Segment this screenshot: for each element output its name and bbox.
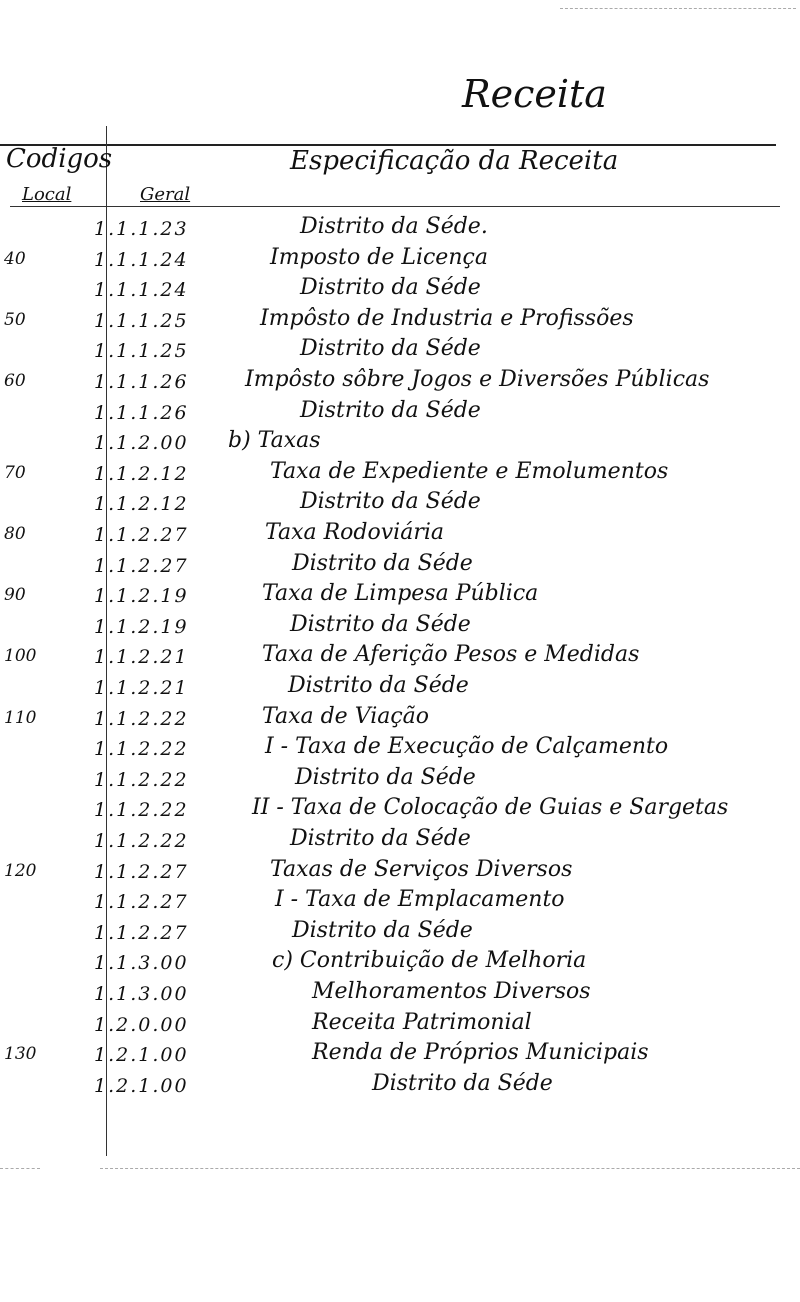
especificacao: Distrito da Séde	[290, 826, 471, 851]
header-local: Local	[22, 184, 72, 205]
codigo-geral: 1.1.2.27	[94, 860, 189, 883]
codigo-geral: 1.2.1.00	[94, 1044, 189, 1067]
ledger-row	[0, 857, 800, 887]
ledger-row	[0, 887, 800, 917]
especificacao: Distrito da Séde	[288, 673, 469, 698]
codigo-geral: 1.1.2.21	[94, 677, 189, 699]
codigo-geral: 1.2.1.00	[94, 1074, 189, 1097]
especificacao: Distrito da Séde	[300, 397, 481, 423]
especificacao: Taxa Rodoviária	[265, 520, 444, 545]
codigo-geral: 1.1.1.24	[94, 248, 189, 271]
ledger-row	[0, 918, 800, 948]
especificacao: Distrito da Séde	[372, 1070, 553, 1096]
codigo-local: 80	[4, 524, 26, 544]
ledger-row	[0, 1040, 800, 1070]
especificacao: I - Taxa de Emplacamento	[275, 887, 565, 913]
codigo-geral: 1.1.2.19	[94, 585, 189, 608]
header-geral: Geral	[140, 184, 191, 205]
ledger-row	[0, 734, 800, 764]
codigo-geral: 1.1.2.27	[94, 554, 189, 577]
codigo-geral: 1.1.1.26	[94, 371, 189, 393]
ledger-row	[0, 1010, 800, 1040]
especificacao: Distrito da Séde.	[300, 214, 488, 239]
ledger-row	[0, 398, 800, 428]
especificacao: Melhoramentos Diversos	[312, 979, 591, 1004]
codigo-geral: 1.1.2.00	[94, 432, 189, 455]
ledger-row	[0, 336, 800, 366]
codigo-geral: 1.1.2.22	[94, 768, 189, 791]
bottom-dash-left	[0, 1168, 40, 1169]
codigo-local: 120	[4, 860, 37, 881]
especificacao: c) Contribuição de Melhoria	[272, 948, 587, 974]
codigo-geral: 1.1.2.19	[94, 615, 189, 638]
ledger-row	[0, 367, 800, 397]
codigo-local: 60	[4, 371, 26, 391]
especificacao: Distrito da Séde	[292, 917, 473, 943]
header-rule	[10, 206, 780, 207]
ledger-row	[0, 245, 800, 275]
especificacao: Taxa de Aferição Pesos e Medidas	[262, 642, 640, 668]
especificacao: Distrito da Séde	[290, 611, 471, 637]
header-codigos: Codigos	[6, 144, 113, 174]
codigo-geral: 1.2.0.00	[94, 1013, 189, 1036]
codigo-geral: 1.1.2.27	[94, 921, 189, 944]
ledger-row	[0, 214, 800, 244]
codigo-geral: 1.1.3.00	[94, 952, 189, 975]
especificacao: Receita Patrimonial	[312, 1009, 532, 1035]
codigo-geral: 1.1.1.24	[94, 279, 189, 302]
codigo-geral: 1.1.1.25	[94, 309, 189, 332]
bottom-dash-right	[100, 1168, 800, 1169]
codigo-geral: 1.1.2.27	[94, 891, 189, 914]
codigo-local: 90	[4, 585, 26, 606]
codigo-local: 40	[4, 248, 26, 269]
ledger-row	[0, 612, 800, 642]
ledger-row	[0, 979, 800, 1009]
ledger-row	[0, 948, 800, 978]
ledger-row	[0, 520, 800, 550]
codigo-local: 110	[4, 707, 37, 728]
ledger-row	[0, 428, 800, 458]
ledger-row	[0, 826, 800, 856]
especificacao: Imposto de Licença	[270, 244, 488, 270]
codigo-geral: 1.1.2.22	[94, 707, 189, 730]
ledger-row	[0, 275, 800, 305]
especificacao: II - Taxa de Colocação de Guias e Sargetas	[252, 795, 729, 821]
codigo-geral: 1.1.1.23	[94, 218, 189, 240]
ledger-row	[0, 551, 800, 581]
codigo-geral: 1.1.1.25	[94, 340, 189, 363]
ledger-row	[0, 1071, 800, 1101]
especificacao: Distrito da Séde	[292, 550, 473, 576]
codigo-local: 70	[4, 462, 26, 483]
especificacao: Taxa de Expediente e Emolumentos	[270, 458, 669, 484]
codigo-local: 100	[4, 646, 37, 667]
ledger-row	[0, 459, 800, 489]
ledger-row	[0, 306, 800, 336]
page-title: Receita	[462, 72, 607, 116]
codigo-geral: 1.1.1.26	[94, 401, 189, 424]
codigo-geral: 1.1.2.27	[94, 524, 189, 546]
especificacao: b) Taxas	[228, 428, 321, 454]
especificacao: Impôsto de Industria e Profissões	[260, 305, 634, 331]
especificacao: Renda de Próprios Municipais	[312, 1040, 649, 1066]
codigo-geral: 1.1.2.22	[94, 799, 189, 822]
codigo-geral: 1.1.2.12	[94, 493, 189, 516]
codigo-geral: 1.1.3.00	[94, 983, 189, 1005]
especificacao: Impôsto sôbre Jogos e Diversões Públicas	[245, 367, 710, 392]
codigo-geral: 1.1.2.21	[94, 646, 189, 669]
ledger-row	[0, 765, 800, 795]
margin-dash	[560, 8, 796, 9]
especificacao: I - Taxa de Execução de Calçamento	[265, 734, 669, 760]
especificacao: Distrito da Séde	[300, 336, 481, 362]
especificacao: Distrito da Séde	[300, 275, 481, 301]
ledger-row	[0, 795, 800, 825]
header-especificacao: Especificação da Receita	[290, 146, 619, 176]
ledger-row	[0, 581, 800, 611]
especificacao: Distrito da Séde	[295, 764, 476, 790]
especificacao: Taxa de Limpesa Pública	[262, 581, 539, 607]
especificacao: Distrito da Séde	[300, 489, 481, 515]
codigo-geral: 1.1.2.22	[94, 830, 189, 852]
especificacao: Taxas de Serviços Diversos	[270, 856, 573, 882]
codigo-geral: 1.1.2.22	[94, 738, 189, 761]
especificacao: Taxa de Viação	[262, 703, 430, 729]
codigo-local: 50	[4, 309, 26, 330]
ledger-row	[0, 673, 800, 703]
codigo-local: 130	[4, 1044, 37, 1065]
ledger-row	[0, 489, 800, 519]
codigo-geral: 1.1.2.12	[94, 462, 189, 485]
ledger-row	[0, 704, 800, 734]
ledger-row	[0, 642, 800, 672]
